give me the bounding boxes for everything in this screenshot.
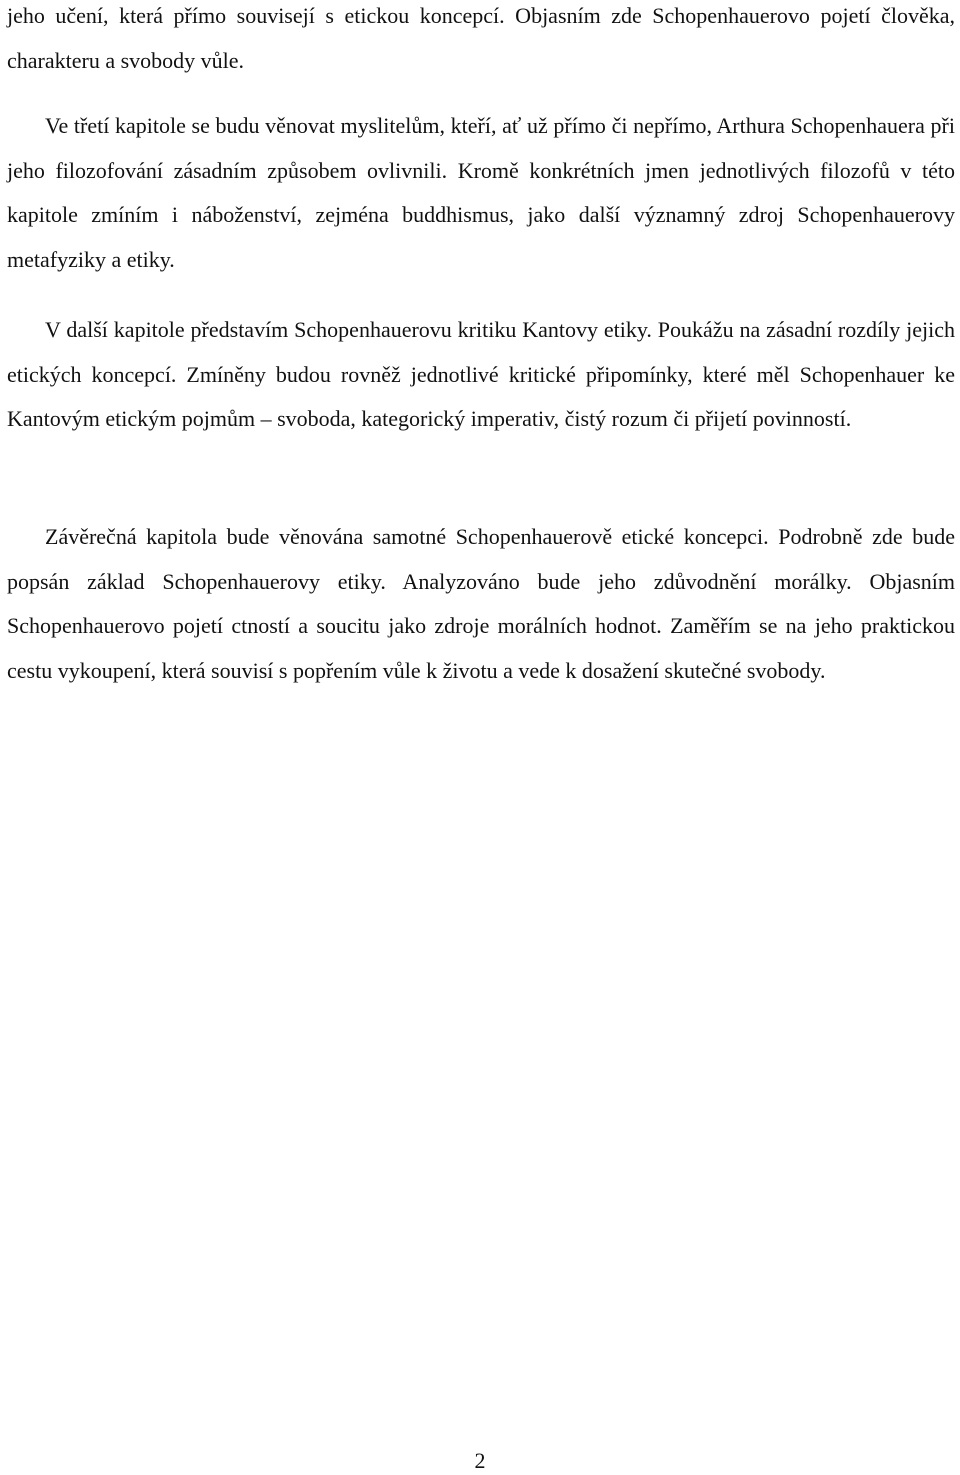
- paragraph-continuation: jeho učení, která přímo souvisejí s etickou koncepcí. Objasním zde Schopenhauerovo pojetí člověka, charakteru a svobody vůle.: [7, 3, 955, 73]
- page-number: 2: [474, 1448, 486, 1473]
- paragraph-chapter-three: Ve třetí kapitole se budu věnovat myslitelům, kteří, ať už přímo či nepřímo, Arthura Schopenhauera při jeho filozofování zásadním způsobem ovlivnili. Kromě konkrétních jmen jednotlivých filozofů v této kapitole zmíním i náboženství, zejména buddhismus, jako další významný zdroj Schopenhauerovy metafyziky a etiky.: [7, 113, 955, 272]
- paragraph-next-chapter: V další kapitole představím Schopenhauerovu kritiku Kantovy etiky. Poukážu na zásadní rozdíly jejich etických koncepcí. Zmíněny budou rovněž jednotlivé kritické připomínky, které měl Schopenhauer ke Kantovým etickým pojmům – svoboda, kategorický imperativ, čistý rozum či přijetí povinností.: [7, 317, 955, 431]
- paragraph-final-chapter: Závěrečná kapitola bude věnována samotné Schopenhauerově etické koncepci. Podrobně zde bude popsán základ Schopenhauerovy etiky. Analyzováno bude jeho zdůvodnění morálky. Objasním Schopenhauerovo pojetí ctností a soucitu jako zdroje morálních hodnot. Zaměřím se na jeho praktickou cestu vykoupení, která souvisí s popřením vůle k životu a vede k dosažení skutečné svobody.: [7, 524, 955, 683]
